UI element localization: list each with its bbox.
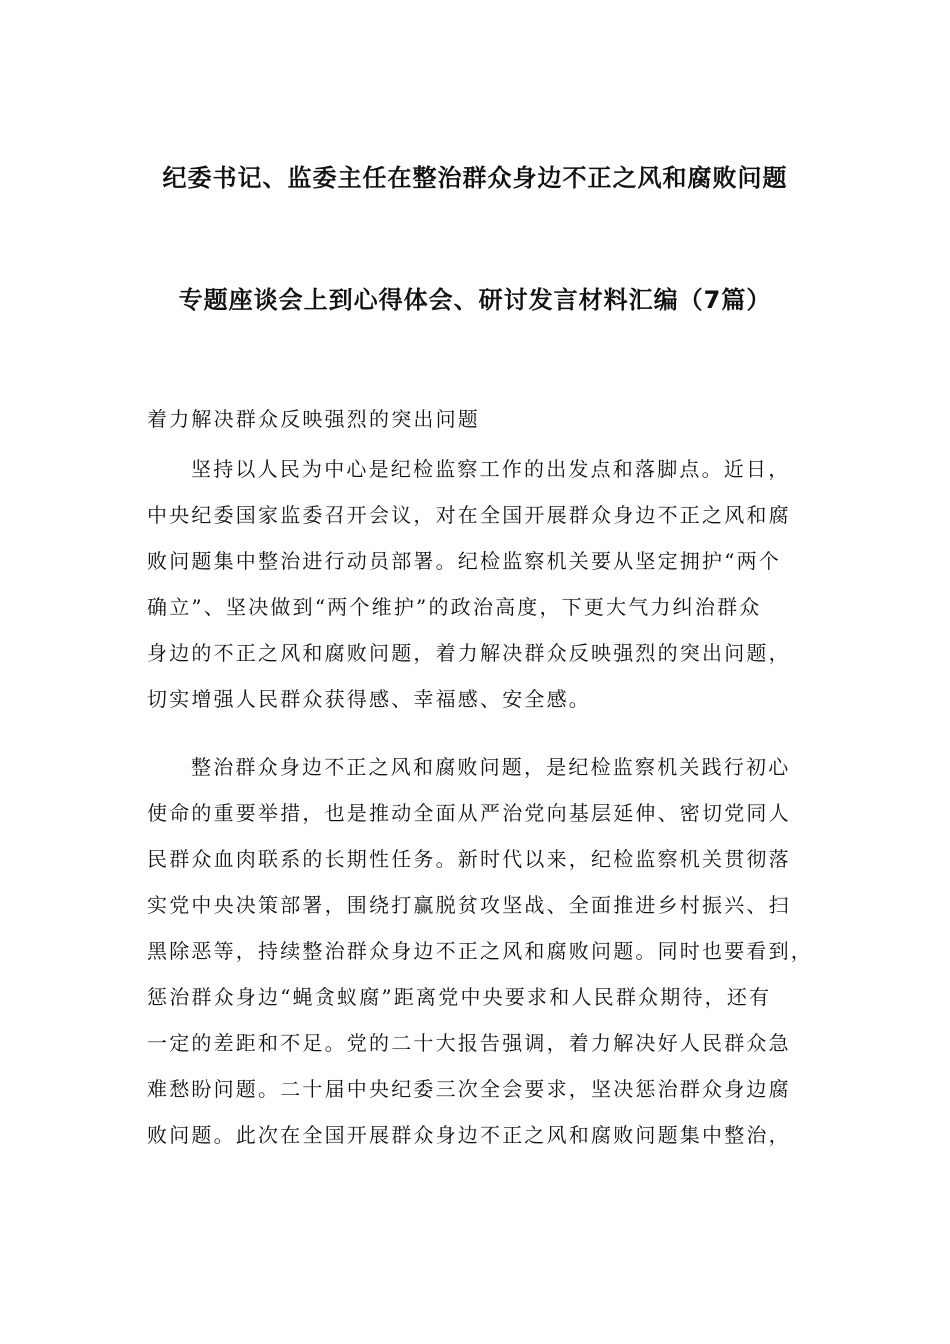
document-title-line-1: 纪委书记、监委主任在整治群众身边不正之风和腐败问题	[162, 164, 788, 192]
paragraph-line: 难愁盼问题。二十届中央纪委三次全会要求，坚决惩治群众身边腐	[147, 1077, 791, 1101]
paragraph-line: 身边的不正之风和腐败问题，着力解决群众反映强烈的突出问题，	[147, 641, 791, 665]
paragraph-line: 切实增强人民群众获得感、幸福感、安全感。	[147, 687, 591, 711]
paragraph-2	[147, 744, 827, 1158]
paragraph-line: 败问题集中整治进行动员部署。纪检监察机关要从坚定拥护“两个	[147, 549, 782, 573]
paragraph-line: 使命的重要举措，也是推动全面从严治党向基层延伸、密切党同人	[147, 801, 791, 825]
paragraph-line: 民群众血肉联系的长期性任务。新时代以来，纪检监察机关贯彻落	[147, 847, 791, 871]
paragraph-line: 惩治群众身边“蝇贪蚁腐”距离党中央要求和人民群众期待，还有	[147, 985, 772, 1009]
document-title-line-2: 专题座谈会上到心得体会、研讨发言材料汇编（7篇）	[178, 286, 772, 314]
paragraph-line: 一定的差距和不足。党的二十大报告强调，着力解决好人民群众急	[147, 1031, 791, 1055]
paragraph-1	[147, 446, 827, 722]
paragraph-line: 确立”、坚决做到“两个维护”的政治高度，下更大气力纠治群众	[147, 595, 762, 619]
paragraph-line: 中央纪委国家监委召开会议，对在全国开展群众身边不正之风和腐	[147, 503, 791, 527]
paragraph-line: 坚持以人民为中心是纪检监察工作的出发点和落脚点。近日，	[191, 457, 791, 481]
paragraph-line: 实党中央决策部署，围绕打赢脱贫攻坚战、全面推进乡村振兴、扫	[147, 893, 791, 917]
section-heading-text: 着力解决群众反映强烈的突出问题	[147, 407, 480, 431]
paragraph-line: 黑除恶等，持续整治群众身边不正之风和腐败问题。同时也要看到，	[147, 939, 813, 963]
paragraph-line: 整治群众身边不正之风和腐败问题，是纪检监察机关践行初心	[191, 755, 791, 779]
paragraph-line: 败问题。此次在全国开展群众身边不正之风和腐败问题集中整治，	[147, 1123, 791, 1147]
section-heading	[147, 396, 827, 442]
